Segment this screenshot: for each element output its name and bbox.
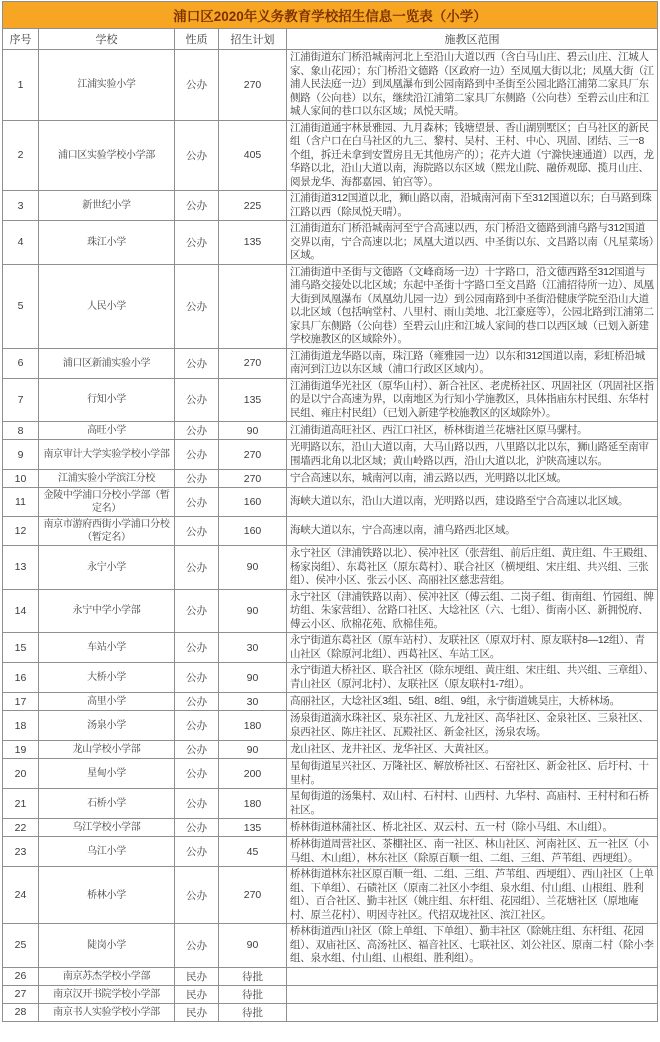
- enrollment-plan: 270: [219, 50, 287, 121]
- school-nature: 公办: [175, 120, 219, 191]
- table-row: [3, 867, 658, 924]
- table-row: [3, 546, 658, 590]
- district-scope: 江浦街道龙华路以南，珠江路（雍雅园一边）以东和312国道以南，彩虹桥沿城南河到江边以东区域（浦口行政区区域内）。: [287, 348, 658, 378]
- school-name: 浦口区新浦实验小学: [39, 348, 175, 378]
- school-name: 车站小学: [39, 633, 175, 663]
- school-nature: 民办: [175, 985, 219, 1003]
- row-number: 26: [3, 967, 39, 985]
- table-row: [3, 264, 658, 348]
- table-row: [3, 517, 658, 546]
- table-row: [3, 741, 658, 759]
- enrollment-plan: 30: [219, 693, 287, 711]
- table-row: [3, 663, 658, 693]
- school-name: 陡岗小学: [39, 924, 175, 968]
- enrollment-plan: 135: [219, 221, 287, 265]
- school-name: 大桥小学: [39, 663, 175, 693]
- school-nature: 民办: [175, 967, 219, 985]
- table-row: [3, 221, 658, 265]
- table-row: [3, 759, 658, 789]
- row-number: 11: [3, 488, 39, 517]
- row-number: 14: [3, 589, 39, 633]
- district-scope: 汤泉街道滴水珠社区、泉东社区、九龙社区、高华社区、金泉社区、三泉社区、泉西社区、陈庄社区、瓦殿社区、新金社区，汤泉农场。: [287, 711, 658, 741]
- enrollment-plan: 270: [219, 867, 287, 924]
- table-row: [3, 789, 658, 819]
- district-scope: 江浦街道通宇林景雅园、九月森林；钱塘望景、香山湖别墅区；白马社区的新民组（含户口在白马社区的九三、黎村、吴村、王村、中心、巩固、团结、三一8个组，拆迁未拿到安置房且无其他房产的）；花卉大道（宁滁快速通道）以西，龙华路以北，沿山大道以南，海院路以东区域（熙龙山院、融侨观邸、揽月山庄、阅景龙华、海都嘉园、铂宫等）。: [287, 120, 658, 191]
- school-name: 石桥小学: [39, 789, 175, 819]
- school-nature: 公办: [175, 819, 219, 837]
- enrollment-plan: 30: [219, 633, 287, 663]
- school-nature: 公办: [175, 663, 219, 693]
- school-name: 行知小学: [39, 378, 175, 422]
- district-scope: 桥林街道周营社区、茶棚社区、南一社区、林山社区、河南社区、五一社区（小马组、木山组），林东社区（除原百顺一组、二组、三组、芦苇组、西埂组）。: [287, 837, 658, 867]
- table-row: [3, 422, 658, 440]
- district-scope: 海峡大道以东，沿山大道以南，光明路以西，建设路至宁合高速以北区域。: [287, 488, 658, 517]
- enrollment-plan: 90: [219, 546, 287, 590]
- table-row: [3, 1003, 658, 1021]
- enrollment-plan: 135: [219, 378, 287, 422]
- enrollment-table: [2, 1, 658, 1022]
- school-name: 南京审计大学实验学校小学部: [39, 440, 175, 470]
- row-number: 5: [3, 264, 39, 348]
- district-scope: 江浦街道高旺社区、西江口社区，桥林街道兰花塘社区原马骡村。: [287, 422, 658, 440]
- row-number: 19: [3, 741, 39, 759]
- enrollment-plan: 270: [219, 440, 287, 470]
- district-scope: 高丽社区，大埝社区3组、5组、8组、9组，永宁街道姚昊庄，大桥林场。: [287, 693, 658, 711]
- enrollment-plan: 90: [219, 741, 287, 759]
- enrollment-plan: 200: [219, 759, 287, 789]
- school-name: 桥林小学: [39, 867, 175, 924]
- enrollment-plan: 135: [219, 819, 287, 837]
- enrollment-plan: 270: [219, 470, 287, 488]
- school-nature: 公办: [175, 440, 219, 470]
- enrollment-plan: 90: [219, 924, 287, 968]
- district-scope: 宁合高速以东，城南河以南，浦云路以西，光明路以北区域。: [287, 470, 658, 488]
- school-nature: 公办: [175, 633, 219, 663]
- school-nature: 公办: [175, 867, 219, 924]
- table-row: [3, 711, 658, 741]
- enrollment-plan: [219, 264, 287, 348]
- table-row: [3, 819, 658, 837]
- school-nature: 公办: [175, 789, 219, 819]
- school-name: 龙山学校小学部: [39, 741, 175, 759]
- district-scope: 江浦街道华光社区（原华山村）、新合社区、老虎桥社区、巩固社区（巩固社区指的是以宁合高速为界，以南地区为行知小学施教区，具体指庙东村民组、东华村民组、雍庄村民组）（已划入新建学校施教区的区域除外）。: [287, 378, 658, 422]
- district-scope: 桥林街道西山社区（除上单组、下单组）、勤丰社区（除姚庄组、东杆组、花园组）、双庙社区、高汤社区、福音社区、七联社区、刘公社区、原南二村（除小李组、泉水组、付山组、山根组、胜利组）。: [287, 924, 658, 968]
- district-scope: [287, 1003, 658, 1021]
- column-header-nature: 性质: [175, 29, 219, 50]
- table-row: [3, 633, 658, 663]
- table-row: [3, 967, 658, 985]
- school-nature: 公办: [175, 546, 219, 590]
- school-name: 浦口区实验学校小学部: [39, 120, 175, 191]
- table-row: [3, 589, 658, 633]
- district-scope: 永宁社区（津浦铁路以南）、侯冲社区（傅云组、二岗子组、街南组、竹园组、牌坊组、朱家营组）、岔路口社区、大埝社区（六、七组）、街南小区、新拥悦府、傅云小区、欣棉花苑、欣棉佳苑。: [287, 589, 658, 633]
- table-row: [3, 378, 658, 422]
- district-scope: 海峡大道以东，宁合高速以南，浦乌路西北区域。: [287, 517, 658, 546]
- row-number: 27: [3, 985, 39, 1003]
- school-nature: 公办: [175, 422, 219, 440]
- column-header-no: 序号: [3, 29, 39, 50]
- school-name: 星甸小学: [39, 759, 175, 789]
- school-name: 乌江学校小学部: [39, 819, 175, 837]
- row-number: 18: [3, 711, 39, 741]
- district-scope: 星甸街道的汤集村、双山村、石村村、山西村、九华村、高庙村、王村村和石桥社区。: [287, 789, 658, 819]
- district-scope: [287, 967, 658, 985]
- enrollment-plan: 45: [219, 837, 287, 867]
- row-number: 22: [3, 819, 39, 837]
- school-nature: 公办: [175, 693, 219, 711]
- row-number: 1: [3, 50, 39, 121]
- school-nature: 民办: [175, 1003, 219, 1021]
- school-nature: 公办: [175, 924, 219, 968]
- enrollment-plan: 160: [219, 488, 287, 517]
- school-name: 高旺小学: [39, 422, 175, 440]
- school-nature: 公办: [175, 488, 219, 517]
- row-number: 25: [3, 924, 39, 968]
- school-name: 南京汉开书院学校小学部: [39, 985, 175, 1003]
- row-number: 7: [3, 378, 39, 422]
- row-number: 23: [3, 837, 39, 867]
- enrollment-plan: 90: [219, 663, 287, 693]
- table-row: [3, 470, 658, 488]
- enrollment-plan: 90: [219, 422, 287, 440]
- district-scope: 永宁街道东葛社区（原车站村）、友联社区（原双圩村、原友联村8—12组）、青山社区（除原河北组）、西葛社区、车站工区。: [287, 633, 658, 663]
- district-scope: 江浦街道东门桥沿城南河至宁合高速以西，东门桥沿文德路到浦乌路与312国道交界以南，宁合高速以北；凤凰大道以西、中圣街以东、文昌路以南（凡星菜场）区域。: [287, 221, 658, 265]
- enrollment-plan: 180: [219, 789, 287, 819]
- enrollment-plan: 待批: [219, 967, 287, 985]
- school-nature: 公办: [175, 191, 219, 221]
- table-row: [3, 985, 658, 1003]
- row-number: 6: [3, 348, 39, 378]
- row-number: 12: [3, 517, 39, 546]
- school-nature: 公办: [175, 264, 219, 348]
- title-row: [3, 2, 658, 29]
- row-number: 20: [3, 759, 39, 789]
- row-number: 17: [3, 693, 39, 711]
- enrollment-plan: 90: [219, 589, 287, 633]
- school-nature: 公办: [175, 837, 219, 867]
- enrollment-plan: 160: [219, 517, 287, 546]
- column-header-plan: 招生计划: [219, 29, 287, 50]
- row-number: 13: [3, 546, 39, 590]
- school-nature: 公办: [175, 741, 219, 759]
- district-scope: 江浦街道东门桥沿城南河北上至沿山大道以西（含白马山庄、碧云山庄、江城人家、象山花园）；东门桥沿文德路（区政府一边）至凤凰大街以北；凤凰大街（江浦人民法庭一边）到凤凰瀑布到公园南路到中圣街至公园北路江浦第二家具厂东侧路（公向巷）以东，继续沿江浦第二家具厂东侧路（公向巷）至碧云山庄和江城人家间的巷口以东区域；凤悦天晴。: [287, 50, 658, 121]
- school-nature: 公办: [175, 759, 219, 789]
- school-name: 高里小学: [39, 693, 175, 711]
- enrollment-plan: 270: [219, 348, 287, 378]
- school-nature: 公办: [175, 221, 219, 265]
- table-row: [3, 120, 658, 191]
- school-nature: 公办: [175, 711, 219, 741]
- enrollment-plan: 180: [219, 711, 287, 741]
- district-scope: [287, 985, 658, 1003]
- row-number: 4: [3, 221, 39, 265]
- school-nature: 公办: [175, 517, 219, 546]
- district-scope: 星甸街道星兴社区、万隆社区、解放桥社区、石窑社区、新金社区、后圩村、十里村。: [287, 759, 658, 789]
- row-number: 3: [3, 191, 39, 221]
- row-number: 9: [3, 440, 39, 470]
- district-scope: 桥林街道林东社区原百顺一组、二组、三组、芦苇组、西埂组）、西山社区（上单组、下单组）、石碛社区（原南二社区小李组、泉水组、付山组、山根组、胜利组）、百合社区、勤丰社区（姚庄组、东杆组、花园组）、兰花塘社区（原地庵村、原兰花村）、明因寺社区。代招双垅社区、滨江社区。: [287, 867, 658, 924]
- enrollment-plan: 405: [219, 120, 287, 191]
- school-name: 乌江小学: [39, 837, 175, 867]
- column-header-district: 施教区范围: [287, 29, 658, 50]
- row-number: 16: [3, 663, 39, 693]
- district-scope: 永宁社区（津浦铁路以北）、侯冲社区（张营组、前后庄组、黄庄组、牛王殿组、杨家岗组）、东葛社区（原东葛村）、联合社区（横埂组、宋庄组、共兴组、三张组）、侯冲小区、张云小区、高丽社区慈悲营组。: [287, 546, 658, 590]
- page-title: 浦口区2020年义务教育学校招生信息一览表（小学）: [3, 2, 658, 29]
- row-number: 15: [3, 633, 39, 663]
- column-header-school: 学校: [39, 29, 175, 50]
- row-number: 28: [3, 1003, 39, 1021]
- school-name: 新世纪小学: [39, 191, 175, 221]
- district-scope: 江浦街道中圣街与文德路（文峰商场一边）十字路口，沿文德西路至312国道与浦乌路交接处以北区域；东起中圣街十字路口至文昌路（江浦招待所一边）、凤凰大街到凤凰瀑布（凤凰幼儿园一边）到公园南路到中圣街沿健康学院至沿山大道以北区域（包括响堂村、八里村、雨山美地、北江豪庭等），公园北路到江浦第二家具厂东侧路（公向巷）至碧云山庄和江城人家间的巷口以西区域（已划入新建学校施教区的区域除外）。: [287, 264, 658, 348]
- school-nature: 公办: [175, 589, 219, 633]
- header-row: [3, 29, 658, 50]
- enrollment-plan: 待批: [219, 1003, 287, 1021]
- school-nature: 公办: [175, 348, 219, 378]
- row-number: 8: [3, 422, 39, 440]
- school-name: 南京书人实验学校小学部: [39, 1003, 175, 1021]
- school-name: 永宁小学: [39, 546, 175, 590]
- row-number: 24: [3, 867, 39, 924]
- school-nature: 公办: [175, 378, 219, 422]
- district-scope: 光明路以东，沿山大道以南，大马山路以西，八里路以北以东，狮山路延至南审围墙西北角以北区域；黄山岭路以西，沿山大道以北，沪陕高速以东。: [287, 440, 658, 470]
- row-number: 21: [3, 789, 39, 819]
- table-row: [3, 693, 658, 711]
- school-name: 人民小学: [39, 264, 175, 348]
- school-name: 金陵中学浦口分校小学部（暂定名）: [39, 488, 175, 517]
- enrollment-plan: 225: [219, 191, 287, 221]
- school-name: 珠江小学: [39, 221, 175, 265]
- table-body: [3, 50, 658, 1022]
- table-row: [3, 348, 658, 378]
- school-name: 南京苏杰学校小学部: [39, 967, 175, 985]
- table-row: [3, 488, 658, 517]
- school-nature: 公办: [175, 50, 219, 121]
- table-row: [3, 191, 658, 221]
- district-scope: 永宁街道大桥社区、联合社区（除东埂组、黄庄组、宋庄组、共兴组、三章组）、青山社区（原河北村）、友联社区（原友联村1-7组）。: [287, 663, 658, 693]
- row-number: 2: [3, 120, 39, 191]
- row-number: 10: [3, 470, 39, 488]
- table-row: [3, 837, 658, 867]
- school-name: 江浦实验小学滨江分校: [39, 470, 175, 488]
- enrollment-plan: 待批: [219, 985, 287, 1003]
- school-name: 永宁中学小学部: [39, 589, 175, 633]
- table-row: [3, 50, 658, 121]
- table-row: [3, 440, 658, 470]
- school-name: 江浦实验小学: [39, 50, 175, 121]
- school-name: 南京市游府西街小学浦口分校（暂定名）: [39, 517, 175, 546]
- district-scope: 龙山社区、龙井社区、龙华社区、大黄社区。: [287, 741, 658, 759]
- table-row: [3, 924, 658, 968]
- district-scope: 江浦街道312国道以北，狮山路以南，沿城南河南下至312国道以东；白马路到珠江路以西（除凤悦天晴）。: [287, 191, 658, 221]
- district-scope: 桥林街道林蒲社区、桥北社区、双云村、五一村（除小马组、木山组）。: [287, 819, 658, 837]
- school-nature: 公办: [175, 470, 219, 488]
- school-name: 汤泉小学: [39, 711, 175, 741]
